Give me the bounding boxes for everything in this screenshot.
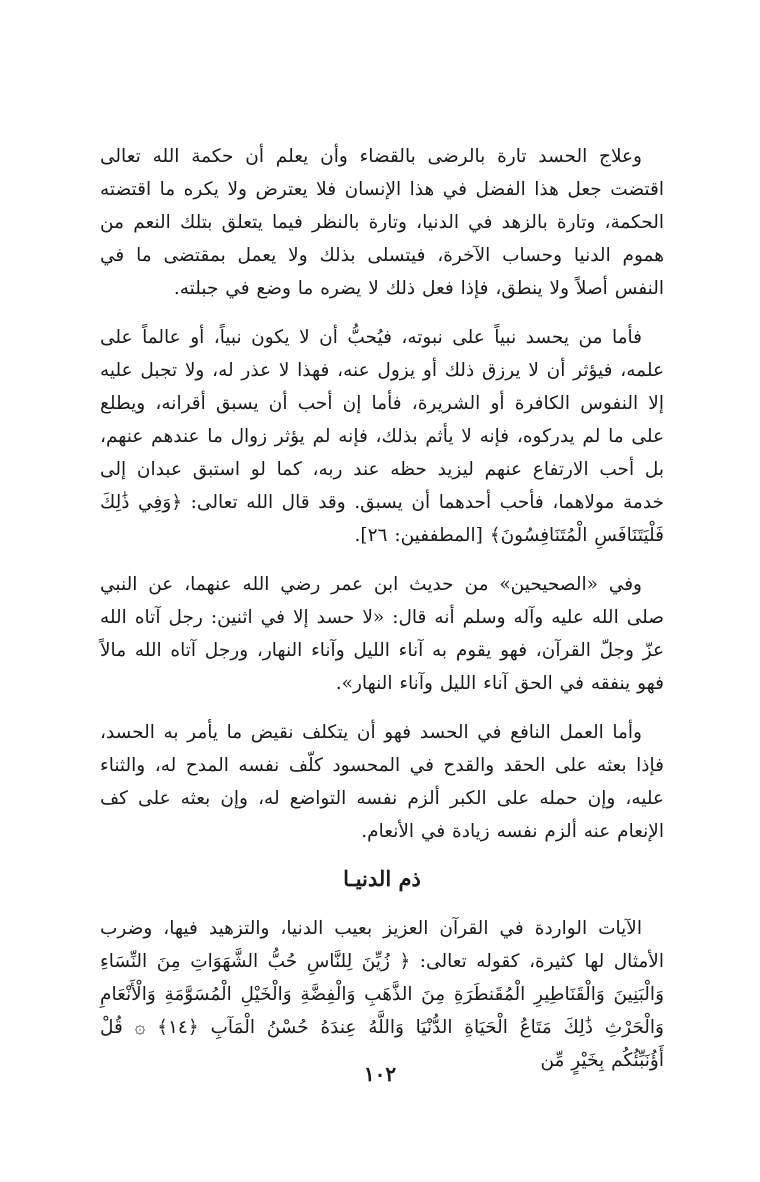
paragraph-envy-prophet: فأما من يحسد نبياً على نبوته، فيُحبُّ أن لا يكون نبياً، أو عالماً على علمه، فيؤثر أن لا يرزق ذلك أو يزول عنه، فهذا لا عذر له، ولا تجبل عليه إلا النفوس الكافرة أو الشريرة، فأما إن أحب أن يسبق أقرانه، ويطلع على ما لم يدركوه، فإنه لا يأثم بذلك، فإنه لم يؤثر زوال ما عندهم عنهم، بل أحب الارتفاع عنهم ليزيد حظه عند ربه، كما لو استبق عبدان إلى خدمة مولاهما، فأحب أحدهما أن يسبق. وقد قال الله تعالى: ﴿وَفِي ذَٰلِكَ فَلْيَتَنَافَسِ الْمُتَنَافِسُونَ﴾ [المطففين: ٢٦]. (100, 327, 664, 546)
page-number: ١٠٢ (363, 1062, 397, 1086)
paragraph-envy-remedy: وعلاج الحسد تارة بالرضى بالقضاء وأن يعلم أن حكمة الله تعالى اقتضت جعل هذا الفضل في هذا الإنسان فلا يعترض ولا يكره ما اقتضته الحكمة، وتارة بالزهد في الدنيا، وتارة بالنظر فيما يتعلق بتلك النعم من هموم الدنيا وحساب الآخرة، فيتسلى بذلك ولا يعمل بمقتضى ما في النفس أصلاً ولا ينطق، فإذا فعل ذلك لا يضره ما وضع في جبلته. (100, 146, 664, 299)
section-heading: ذم الدنيـا (343, 866, 421, 891)
paragraph-beneficial-action: وأما العمل النافع في الحسد فهو أن يتكلف نقيض ما يأمر به الحسد، فإذا بعثه على الحقد والقدح في المحسود كلّف نفسه المدح له، والثناء عليه، وإن حمله على الكبر ألزم نفسه التواضع له، وإن بعثه على كف الإنعام عنه ألزم نفسه زيادة في الأنعام. (100, 722, 664, 842)
paragraph-quran-verses: الآيات الواردة في القرآن العزيز بعيب الدنيا، والتزهيد فيها، وضرب الأمثال لها كثيرة، كقوله تعالى: ﴿ زُيِّنَ لِلنَّاسِ حُبُّ الشَّهَوَاتِ مِنَ النِّسَاءِ وَالْبَنِينَ وَالْقَنَاطِيرِ الْمُقَنطَرَةِ مِنَ الذَّهَبِ وَالْفِضَّةِ وَالْخَيْلِ الْمُسَوَّمَةِ وَالْأَنْعَامِ وَالْحَرْثِ ذَٰلِكَ مَتَاعُ الْحَيَاةِ الدُّنْيَا وَاللَّهُ عِندَهُ حُسْنُ الْمَآبِ ﴿١٤﴾ ۞ قُلْ أَؤُنَبِّئُكُم بِخَيْرٍ مِّن (100, 918, 664, 1071)
page-body (100, 140, 664, 1093)
paragraph-hadith: وفي «الصحيحين» من حديث ابن عمر رضي الله عنهما، عن النبي صلى الله عليه وآله وسلم أنه قال: «لا حسد إلا في اثنين: رجل آتاه الله عزّ وجلّ القرآن، فهو يقوم به آناء الليل وآناء النهار، ورجل آتاه الله مالاً فهو ينفقه في الحق آناء الليل وآناء النهار». (100, 574, 664, 694)
